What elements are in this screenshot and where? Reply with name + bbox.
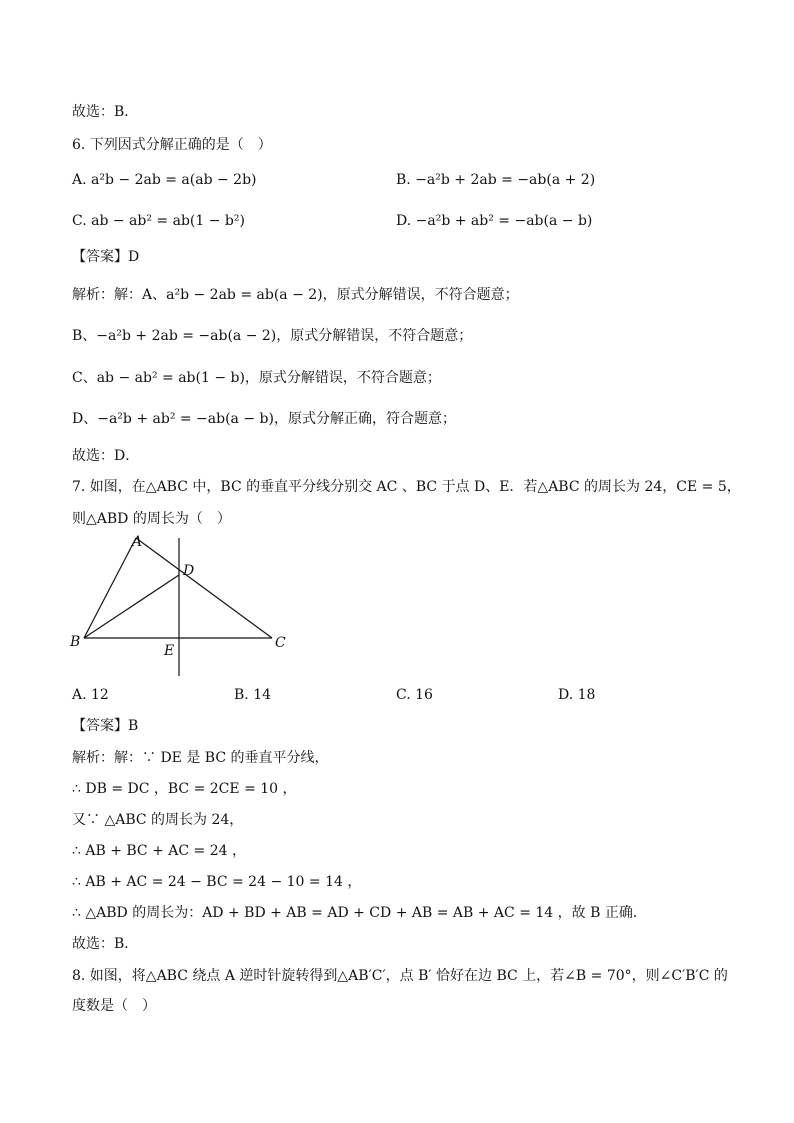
explanation-6-d: D、−a²b + ab² = −ab(a − b)，原式分解正确，符合题意； [72,411,456,427]
conclusion-6: 故选：D． [72,448,140,464]
label-c: C [275,635,286,651]
question-6-option-c: C. ab − ab² = ab(1 − b²) [72,213,245,229]
question-7-option-d: D. 18 [558,687,596,703]
explanation-6-a: 解析：解：A、a²b − 2ab = ab(a − 2)，原式分解错误，不符合题意； [72,287,519,303]
segment-ac [136,538,272,638]
question-7-option-a: A. 12 [72,687,109,703]
question-6-option-a: A. a²b − 2ab = a(ab − 2b) [72,172,257,188]
explanation-6-c: C、ab − ab² = ab(1 − b)，原式分解错误，不符合题意； [72,370,441,386]
question-7-line-1: 7. 如图，在△ABC 中，BC 的垂直平分线分别交 AC 、BC 于点 D、E．若△ABC 的周长为 24，CE = 5， [72,479,741,495]
text-line: 故选：B． [72,104,139,120]
conclusion-7: 故选：B． [72,936,139,952]
answer-7: 【答案】B [72,718,139,734]
question-7-option-b: B. 14 [234,687,272,703]
triangle-figure [64,530,304,680]
explanation-7-c: 又∵ △ABC 的周长为 24， [72,812,244,828]
explanation-7-e: ∴ AB + AC = 24 − BC = 24 − 10 = 14 ， [72,874,362,890]
explanation-7-f: ∴ △ABD 的周长为：AD + BD + AB = AD + CD + AB = AB + AC = 14 ，故 B 正确． [72,905,647,921]
segment-ab [84,538,136,638]
explanation-7-d: ∴ AB + BC + AC = 24 ， [72,843,246,859]
explanation-7-b: ∴ DB = DC ，BC = 2CE = 10 ， [72,781,297,797]
explanation-6-b: B、−a²b + 2ab = −ab(a − 2)，原式分解错误，不符合题意； [72,328,473,344]
question-7-line-2: 则△ABD 的周长为（ ） [72,511,231,527]
question-6-option-b: B. −a²b + 2ab = −ab(a + 2) [396,172,596,188]
answer-6: 【答案】D [72,249,140,265]
label-b: B [70,634,81,650]
explanation-7-a: 解析：解：∵ DE 是 BC 的垂直平分线， [72,750,329,766]
label-a: A [132,534,143,550]
label-d: D [183,563,195,579]
question-8-line-2: 度数是（ ） [72,998,156,1014]
segment-bd [84,575,179,638]
question-6: 6. 下列因式分解正确的是（ ） [72,137,272,153]
label-e: E [164,643,175,659]
question-6-option-d: D. −a²b + ab² = −ab(a − b) [396,213,593,229]
question-7-option-c: C. 16 [396,687,433,703]
question-8-line-1: 8. 如图，将△ABC 绕点 A 逆时针旋转得到△AB′C′，点 B′ 恰好在边 BC 上，若∠B = 70°，则∠C′B′C 的 [72,968,728,984]
